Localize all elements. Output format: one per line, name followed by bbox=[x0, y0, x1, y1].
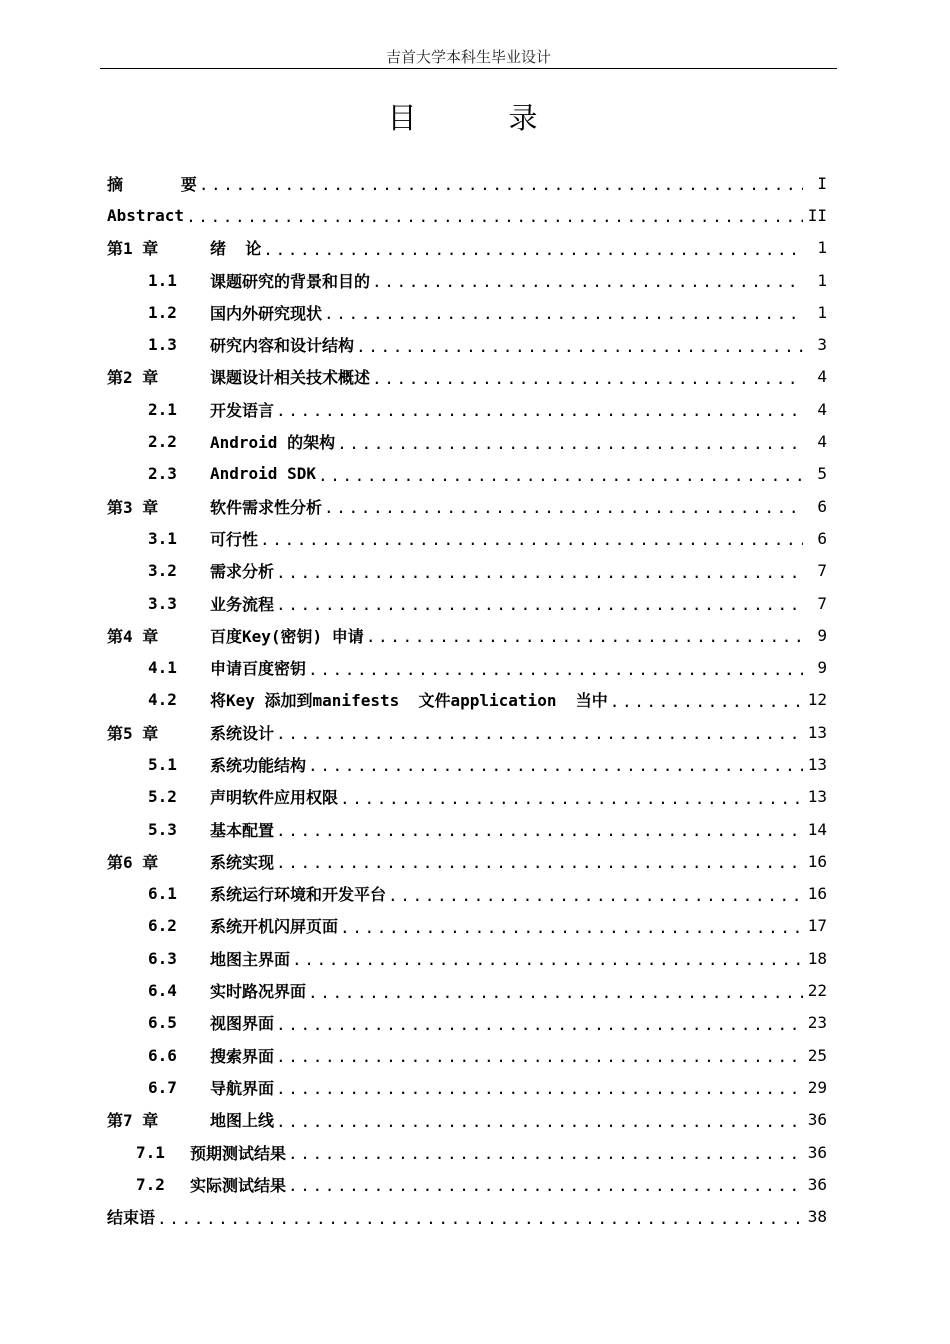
toc-entry-page: 38 bbox=[807, 1207, 827, 1227]
toc-entry-page: 18 bbox=[807, 948, 827, 968]
toc-dot-leader bbox=[308, 757, 803, 775]
toc-entry-page: 4 bbox=[817, 399, 827, 419]
toc-entry-number: 7.1 bbox=[136, 1142, 165, 1162]
toc-entry-label: 将Key 添加到manifests 文件application 当中 bbox=[210, 691, 608, 711]
toc-entry-page: 17 bbox=[807, 916, 827, 936]
toc-entry-number: 6.1 bbox=[148, 884, 177, 904]
toc-entry-label: 可行性 bbox=[210, 529, 259, 549]
toc-entry-number: 1.2 bbox=[148, 302, 177, 322]
toc-entry[interactable] bbox=[107, 425, 827, 457]
toc-entry-page: 22 bbox=[807, 981, 827, 1001]
toc-entry[interactable] bbox=[107, 845, 827, 877]
toc-dot-leader bbox=[372, 273, 803, 291]
toc-entry-label: 百度Key(密钥) 申请 bbox=[210, 626, 364, 646]
toc-dot-leader bbox=[288, 1145, 803, 1163]
toc-entry-page: 4 bbox=[817, 432, 827, 452]
toc-entry-number: 6.3 bbox=[148, 948, 177, 968]
toc-entry-number: 第7 章 bbox=[107, 1111, 159, 1131]
toc-entry-label: 系统开机闪屏页面 bbox=[210, 917, 339, 937]
toc-entry-page: 16 bbox=[807, 884, 827, 904]
toc-entry[interactable] bbox=[107, 781, 827, 813]
toc-entry-number: 7.2 bbox=[136, 1174, 165, 1194]
toc-entry-page: 14 bbox=[807, 819, 827, 839]
toc-entry-label: 预期测试结果 bbox=[190, 1143, 287, 1163]
toc-entry-page: II bbox=[807, 205, 827, 225]
toc-dot-leader bbox=[276, 1048, 803, 1066]
toc-dot-leader bbox=[276, 822, 803, 840]
toc-entry-label: Android 的架构 bbox=[210, 433, 336, 453]
toc-dot-leader bbox=[260, 531, 803, 549]
toc-entry-number: 3.1 bbox=[148, 528, 177, 548]
toc-dot-leader bbox=[263, 241, 803, 259]
toc-entry[interactable] bbox=[107, 199, 827, 231]
toc-entry-number: 5.1 bbox=[148, 754, 177, 774]
toc-entry-label: 结束语 bbox=[107, 1208, 156, 1228]
toc-entry[interactable] bbox=[107, 910, 827, 942]
toc-dot-leader bbox=[308, 984, 803, 1002]
toc-entry-number: 6.4 bbox=[148, 981, 177, 1001]
toc-entry[interactable] bbox=[107, 361, 827, 393]
toc-entry-label: 系统实现 bbox=[210, 852, 275, 872]
toc-entry-label: 地图主界面 bbox=[210, 949, 291, 969]
toc-entry-label: 国内外研究现状 bbox=[210, 303, 323, 323]
toc-entry-number: 6.7 bbox=[148, 1077, 177, 1097]
toc-entry[interactable] bbox=[107, 619, 827, 651]
toc-entry-page: 13 bbox=[807, 722, 827, 742]
toc-entry-label: Android SDK bbox=[210, 464, 316, 484]
toc-entry[interactable] bbox=[107, 1039, 827, 1071]
toc-entry[interactable] bbox=[107, 458, 827, 490]
toc-entry-label: 导航界面 bbox=[210, 1078, 275, 1098]
toc-entry-number: 6.5 bbox=[148, 1013, 177, 1033]
toc-entry-label: 系统功能结构 bbox=[210, 755, 307, 775]
toc-entry-label: 业务流程 bbox=[210, 594, 275, 614]
toc-entry-number: 2.2 bbox=[148, 432, 177, 452]
toc-entry-label: 系统运行环境和开发平台 bbox=[210, 885, 387, 905]
toc-entry-label: 基本配置 bbox=[210, 820, 275, 840]
toc-entry-page: 7 bbox=[817, 593, 827, 613]
toc-entry-page: 36 bbox=[807, 1110, 827, 1130]
toc-entry-page: 7 bbox=[817, 561, 827, 581]
toc-dot-leader bbox=[610, 693, 803, 711]
toc-entry[interactable] bbox=[107, 1104, 827, 1136]
toc-entry-page: 29 bbox=[807, 1077, 827, 1097]
toc-entry-number: 6.2 bbox=[148, 916, 177, 936]
toc-entry-page: 9 bbox=[817, 658, 827, 678]
toc-dot-leader bbox=[340, 919, 803, 937]
toc-entry-label: 课题研究的背景和目的 bbox=[210, 271, 371, 291]
toc-entry[interactable] bbox=[107, 878, 827, 910]
toc-entry[interactable] bbox=[107, 651, 827, 683]
toc-dot-leader bbox=[276, 725, 803, 743]
toc-dot-leader bbox=[276, 1016, 803, 1034]
toc-entry[interactable] bbox=[107, 587, 827, 619]
toc-entry-page: 16 bbox=[807, 851, 827, 871]
toc-entry-page: 13 bbox=[807, 787, 827, 807]
toc-entry-number: 6.6 bbox=[148, 1045, 177, 1065]
toc-entry[interactable] bbox=[107, 232, 827, 264]
toc-entry-page: 36 bbox=[807, 1142, 827, 1162]
toc-entry-number: 1.1 bbox=[148, 270, 177, 290]
toc-entry-number: 第5 章 bbox=[107, 723, 159, 743]
toc-entry-number: 4.1 bbox=[148, 658, 177, 678]
toc-entry-page: 5 bbox=[817, 464, 827, 484]
toc-entry[interactable] bbox=[107, 974, 827, 1006]
toc-entry-page: 13 bbox=[807, 754, 827, 774]
toc-entry-number: 3.2 bbox=[148, 561, 177, 581]
header-rule bbox=[100, 68, 837, 69]
toc-entry[interactable] bbox=[107, 684, 827, 716]
toc-entry-page: 12 bbox=[807, 690, 827, 710]
toc-entry-number: 5.3 bbox=[148, 819, 177, 839]
toc-dot-leader bbox=[337, 435, 803, 453]
toc-entry-label: 实时路况界面 bbox=[210, 982, 307, 1002]
toc-dot-leader bbox=[276, 854, 803, 872]
toc-dot-leader bbox=[324, 499, 803, 517]
toc-entry-label: 软件需求性分析 bbox=[210, 497, 323, 517]
toc-entry-page: 1 bbox=[817, 302, 827, 322]
toc-entry-label: 开发语言 bbox=[210, 400, 275, 420]
toc-entry-number: 第3 章 bbox=[107, 497, 159, 517]
toc-entry[interactable] bbox=[107, 296, 827, 328]
toc-dot-leader bbox=[276, 402, 803, 420]
toc-entry[interactable] bbox=[107, 555, 827, 587]
toc-entry[interactable] bbox=[107, 522, 827, 554]
toc-entry[interactable] bbox=[107, 1168, 827, 1200]
toc-entry-label: 声明软件应用权限 bbox=[210, 788, 339, 808]
toc-dot-leader bbox=[276, 596, 803, 614]
toc-dot-leader bbox=[276, 564, 803, 582]
toc-entry[interactable] bbox=[107, 1201, 827, 1233]
toc-entry-number: 4.2 bbox=[148, 690, 177, 710]
toc-entry-label: Abstract bbox=[107, 205, 185, 225]
toc-entry-label: 摘 要 bbox=[107, 174, 197, 194]
toc-entry[interactable] bbox=[107, 748, 827, 780]
toc-dot-leader bbox=[308, 661, 803, 679]
toc-entry-page: 1 bbox=[817, 270, 827, 290]
toc-entry-number: 5.2 bbox=[148, 787, 177, 807]
toc-dot-leader bbox=[356, 338, 803, 356]
toc-entry-number: 2.1 bbox=[148, 399, 177, 419]
toc-dot-leader bbox=[186, 208, 803, 226]
toc-entry[interactable] bbox=[107, 1136, 827, 1168]
toc-entry[interactable] bbox=[107, 264, 827, 296]
toc-entry-page: 6 bbox=[817, 528, 827, 548]
toc-dot-leader bbox=[388, 887, 803, 905]
toc-entry-number: 第1 章 bbox=[107, 239, 159, 259]
toc-entry-label: 视图界面 bbox=[210, 1014, 275, 1034]
toc-entry[interactable] bbox=[107, 716, 827, 748]
toc-entry-page: 23 bbox=[807, 1013, 827, 1033]
toc-entry-label: 研究内容和设计结构 bbox=[210, 336, 355, 356]
toc-entry[interactable] bbox=[107, 328, 827, 360]
toc-entry-number: 2.3 bbox=[148, 464, 177, 484]
toc-dot-leader bbox=[157, 1210, 803, 1228]
toc-entry[interactable] bbox=[107, 813, 827, 845]
toc-dot-leader bbox=[340, 790, 803, 808]
toc-entry-label: 申请百度密钥 bbox=[210, 659, 307, 679]
toc-dot-leader bbox=[366, 628, 803, 646]
toc-entry-number: 1.3 bbox=[148, 335, 177, 355]
toc-entry-page: 3 bbox=[817, 335, 827, 355]
toc-entry-page: I bbox=[817, 173, 827, 193]
toc-entry[interactable] bbox=[107, 490, 827, 522]
toc-entry-page: 6 bbox=[817, 496, 827, 516]
toc-entry-page: 9 bbox=[817, 625, 827, 645]
toc-dot-leader bbox=[318, 467, 803, 485]
toc-title: 目录 bbox=[387, 101, 630, 135]
toc-dot-leader bbox=[324, 305, 803, 323]
toc-entry-page: 4 bbox=[817, 367, 827, 387]
toc-entry-page: 25 bbox=[807, 1045, 827, 1065]
toc-dot-leader bbox=[276, 1113, 803, 1131]
toc-entry[interactable] bbox=[107, 1007, 827, 1039]
toc-entry-label: 课题设计相关技术概述 bbox=[210, 368, 371, 388]
toc-entry-label: 搜索界面 bbox=[210, 1046, 275, 1066]
toc-entry-label: 绪 论 bbox=[210, 239, 262, 259]
toc-dot-leader bbox=[276, 1080, 803, 1098]
toc-entry-number: 第2 章 bbox=[107, 368, 159, 388]
toc-entry-page: 1 bbox=[817, 238, 827, 258]
toc-entry-page: 36 bbox=[807, 1174, 827, 1194]
toc-entry[interactable] bbox=[107, 942, 827, 974]
page-header: 吉首大学本科生毕业设计 bbox=[385, 48, 551, 66]
toc-entry-label: 系统设计 bbox=[210, 723, 275, 743]
toc-entry-number: 第6 章 bbox=[107, 852, 159, 872]
toc-entry-number: 第4 章 bbox=[107, 626, 159, 646]
toc-entry-label: 地图上线 bbox=[210, 1111, 275, 1131]
toc-entry-label: 实际测试结果 bbox=[190, 1175, 287, 1195]
toc-dot-leader bbox=[292, 951, 803, 969]
toc-entry[interactable] bbox=[107, 1071, 827, 1103]
toc-dot-leader bbox=[372, 370, 803, 388]
toc-entry[interactable] bbox=[107, 167, 827, 199]
toc-entry[interactable] bbox=[107, 393, 827, 425]
toc-entry-number: 3.3 bbox=[148, 593, 177, 613]
toc-dot-leader bbox=[199, 176, 803, 194]
toc-entry-label: 需求分析 bbox=[210, 562, 275, 582]
toc-dot-leader bbox=[288, 1177, 803, 1195]
table-of-contents bbox=[107, 167, 827, 1233]
